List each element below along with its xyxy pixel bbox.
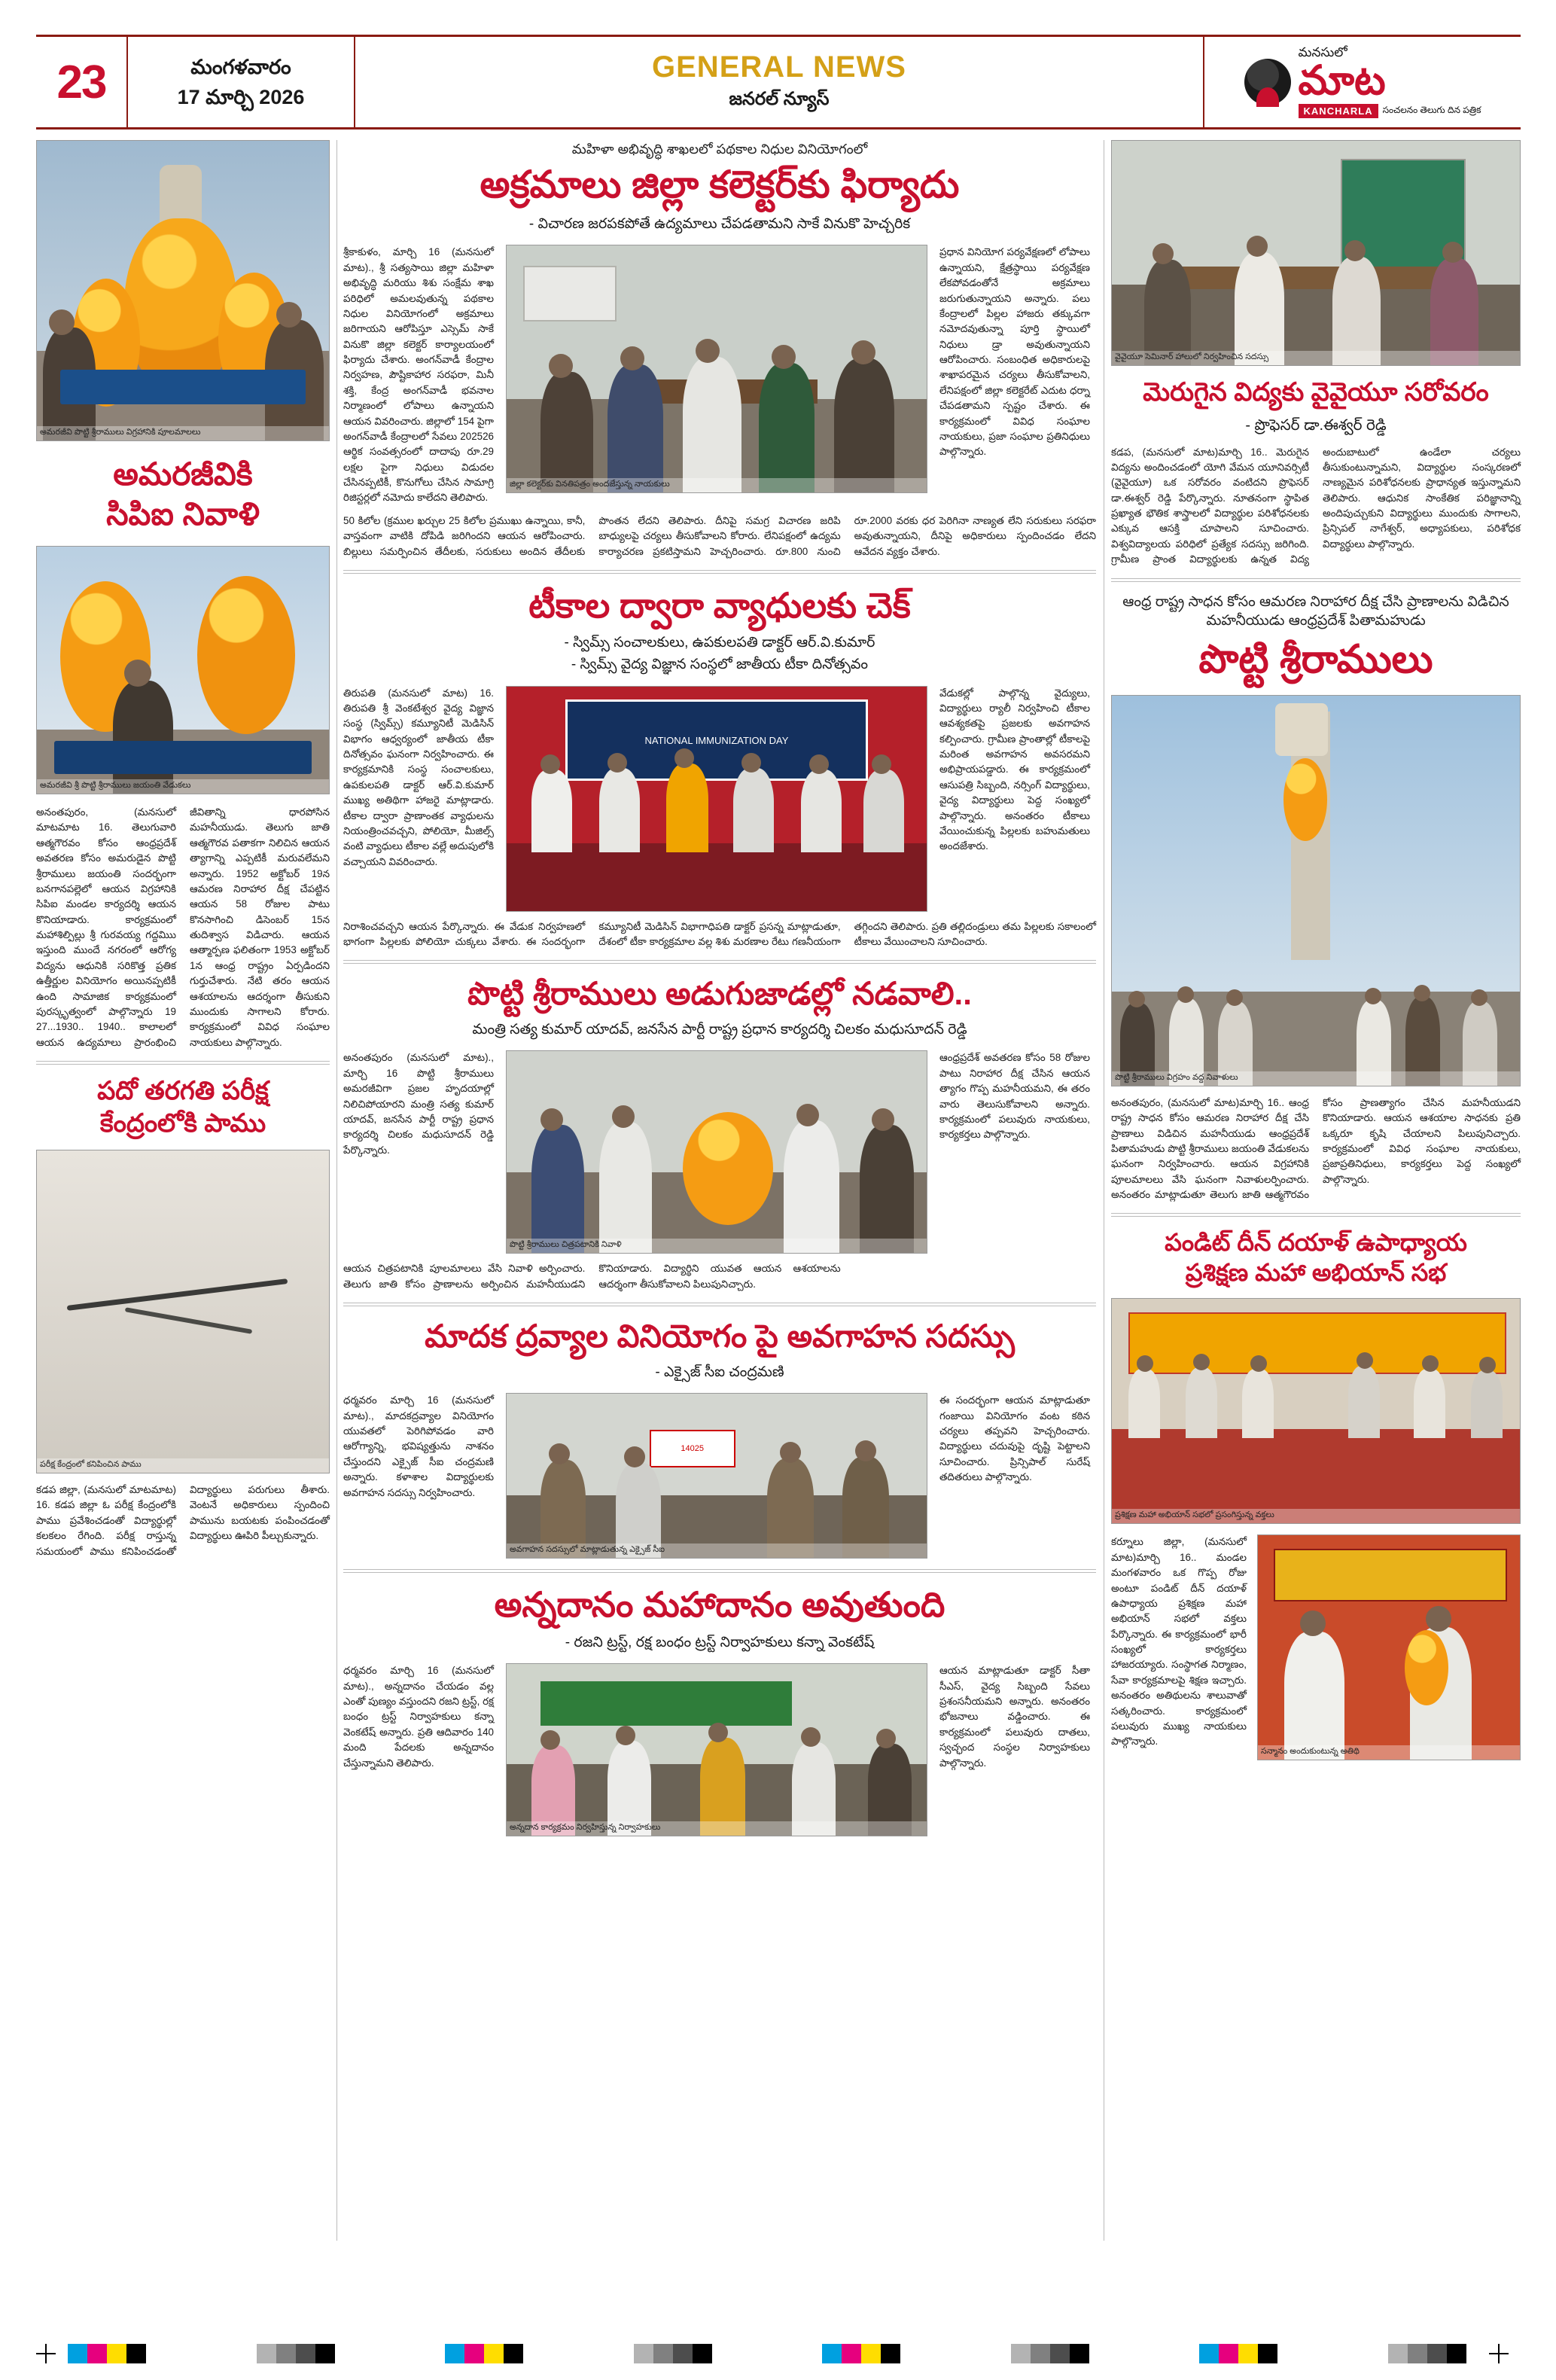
color-swatch (296, 2344, 315, 2363)
date: 17 మార్చి 2026 (177, 86, 305, 108)
photo-caption: జిల్లా కలెక్టర్‌కు వినతిపత్రం అందజేస్తున్న నాయకులు (507, 478, 927, 492)
color-swatch (861, 2344, 881, 2363)
page-number: 23 (56, 56, 106, 108)
color-swatch-group (1011, 2344, 1089, 2363)
color-swatch (1408, 2344, 1427, 2363)
photo-caption: వైవైయూ సెమినార్ హాలులో నిర్వహించిన సదస్సు (1112, 351, 1520, 365)
middle-column (343, 140, 1096, 1836)
color-swatch (257, 2344, 276, 2363)
photo-caption: ప్రశిక్షణ మహా అభియాన్ సభలో ప్రసంగిస్తున్న వక్తలు (1112, 1509, 1520, 1523)
photo-excise-meeting: 14025 అవగాహన సదస్సులో మాట్లాడుతున్న ఎక్సైజ్ సీఐ (506, 1393, 927, 1559)
color-swatch (673, 2344, 693, 2363)
color-swatch (315, 2344, 335, 2363)
article-body-deendayal: కర్నూలు జిల్లా, (మనసులో మాట)మార్చి 16.. మండల మంగళవారం ఒక గొప్ప రోజు అంటూ పండిట్ దీన్ దయాళ్ ఉపాధ్యాయ ప్రశిక్షణ మహా అభియాన్ సభలో వక్తలు పేర్కొన్నారు. ఈ కార్యక్రమంలో భారీ సంఖ్యలో కార్యకర్తలు హాజరయ్యారు. సంస్థాగత నిర్మాణం, సేవా కార్యక్రమాలపై శిక్షణ ఇచ్చారు. అనంతరం అతిథులను శాలువాతో సత్కరించారు. కార్యక్రమంలో పలువురు ముఖ్య నాయకులు పాల్గొన్నారు. (1111, 1536, 1247, 1748)
color-swatch-group (634, 2344, 712, 2363)
color-swatch-group (68, 2344, 146, 2363)
masthead (36, 35, 1521, 130)
article-col-1: శ్రీకాకుళం, మార్చి 16 (మనసులో మాట)., శ్రీ సత్యసాయి జిల్లా మహిళా అభివృద్ధి మరియు శిశు సంక్షేమ శాఖ పరిధిలో అమలవుతున్న పథకాల నిధుల వినియోగంలో అక్రమాలు జరిగాయని ఆరోపిస్తూ ఎస్సెమ్ సాకే వినుకొ జిల్లా కలెక్టర్ కార్యాలయంలో ఫిర్యాదు చేశారు. అంగన్‌వాడీ కేంద్రాల నిర్వహణ, పౌష్టికాహార సరఫరా, మినీ శక్తి, కేంద్ర అంగన్‌వాడీ భవనాల నిర్మాణంలో లోపాలు ఉన్నాయని ఆయన వివరించారు. జిల్లాలో 154 పైగా అంగన్‌వాడీ కేంద్రాలలో సేవలు 202526 ఆర్థిక సంవత్సరంలో దాదాపు రూ.29 లక్షల పైగా నిధులు విడుదల చేసినప్పటికీ, కొనుగోలు చేసిన సామాగ్రి రిజిస్టర్లలో నమోదు కాలేదని తెలిపారు. (343, 246, 494, 504)
logo-badge: KANCHARLA (1299, 104, 1378, 118)
color-swatch (68, 2344, 87, 2363)
photo-caption: అవగాహన సదస్సులో మాట్లాడుతున్న ఎక్సైజ్ సీఐ (507, 1543, 927, 1558)
article-col-3: ప్రధాన వినియోగ పర్యవేక్షణలో లోపాలు ఉన్నాయని, క్షేత్రస్థాయి పర్యవేక్షణ లేకపోవడంతోనే అక్రమాలు జరుగుతున్నాయని అన్నారు. పలు కేంద్రాలలో పిల్లల హాజరు తక్కువగా నమోదవుతున్నా పూర్తి స్థాయిలో నిధులు డ్రా అవుతున్నాయని ఆరోపించారు. సంబంధిత అధికారులపై శాఖాపరమైన చర్యలు తీసుకోవాలని, లేనిపక్షంలో జిల్లా కలెక్టరేట్ ఎదుట ధర్నా చేపడతామని స్పష్టం చేశారు. ఈ కార్యక్రమంలో వివిధ సంఘాల నాయకులు, ప్రజా సంఘాల ప్రతినిధులు పాల్గొన్నారు. (939, 246, 1090, 458)
color-swatch (107, 2344, 126, 2363)
weekday: మంగళవారం (190, 55, 291, 78)
photo-caption: అమరజీవి శ్రీ పొట్టి శ్రీరాములు జయంతి వేడుకలు (37, 779, 329, 794)
photo-snake (36, 1150, 330, 1473)
color-swatch (842, 2344, 861, 2363)
article-col-1: తిరుపతి (మనసులో మాట) 16. తిరుపతి శ్రీ వెంకటేశ్వర వైద్య విజ్ఞాన సంస్థ (స్విమ్స్) కమ్యూనిటీ మెడిసిన్ విభాగం ఆధ్వర్యంలో జాతీయ టీకా దినోత్సవం ఘనంగా నిర్వహించారు. ఈ కార్యక్రమానికి సంస్థ సంచాలకులు, ఉపకులపతి డాక్టర్ ఆర్.వి.కుమార్ ముఖ్య అతిథిగా హాజరై మాట్లాడారు. టీకాల ద్వారా ప్రాణాంతక వ్యాధులను నియంత్రించవచ్చని, పోలియో, మీజిల్స్ వంటి వ్యాధులు టీకాల వల్లే అదుపులోకి వచ్చాయని వివరించారు. (343, 687, 494, 867)
logo-face-icon (1244, 59, 1291, 105)
section-title (355, 37, 1204, 127)
left-column (36, 140, 330, 1559)
color-swatch (1011, 2344, 1031, 2363)
photo-potti-statue (1111, 695, 1521, 1086)
color-swatch (445, 2344, 464, 2363)
color-swatch (1070, 2344, 1089, 2363)
photo-caption: పొట్టి శ్రీరాములు విగ్రహం వద్ద నివాళులు (1112, 1071, 1520, 1086)
headline-cpi-tribute-l2: సిపిఐ నివాళి (106, 495, 260, 532)
photo-caption: పరీక్ష కేంద్రంలో కనిపించిన పాము (37, 1458, 329, 1473)
color-swatch (276, 2344, 296, 2363)
article-col-3: ఆంధ్రప్రదేశ్ అవతరణ కోసం 58 రోజుల పాటు నిరాహార దీక్ష చేసిన ఆయన త్యాగం గొప్ప మహనీయమని, ఈ తరం వారు తెలుసుకోవాలని అన్నారు. కార్యక్రమంలో పలువురు నాయకులు, కార్యకర్తలు పాల్గొన్నారు. (939, 1052, 1090, 1141)
color-swatch (1427, 2344, 1447, 2363)
photo-caption: అమరజీవి పొట్టి శ్రీరాములు విగ్రహానికి పూలమాలలు (37, 426, 329, 440)
article-col-3: వేడుకల్లో పాల్గొన్న వైద్యులు, విద్యార్థులు ర్యాలీ నిర్వహించి టీకాల ఆవశ్యకతపై ప్రజలకు అవగాహన కల్పించారు. గ్రామీణ ప్రాంతాల్లో టీకాలపై మరింత అవగాహన అవసరమని అభిప్రాయపడ్డారు. ఈ కార్యక్రమంలో ఆసుపత్రి సిబ్బంది, నర్సింగ్ విద్యార్థులు, వైద్య విద్యార్థులు పెద్ద సంఖ్యలో పాల్గొన్నారు. అనంతరం టీకాలు వేయించుకున్న పిల్లలకు బహుమతులు అందజేశారు. (939, 687, 1090, 852)
color-swatch (1388, 2344, 1408, 2363)
color-swatch-group (1199, 2344, 1277, 2363)
color-swatch-group (822, 2344, 900, 2363)
section-title-en: GENERAL NEWS (652, 50, 906, 84)
photo-amarajeevi-garland-2 (36, 546, 330, 794)
subhead-vaccination-1: - స్విమ్స్ సంచాలకులు, ఉపకులపతి డాక్టర్ ఆర్.వి.కుమార్ (564, 635, 875, 651)
color-swatch-group (445, 2344, 523, 2363)
color-swatch (1050, 2344, 1070, 2363)
photo-yvu-seminar (1111, 140, 1521, 366)
color-swatch (693, 2344, 712, 2363)
color-swatch (1199, 2344, 1219, 2363)
headline-collector-complaint: అక్రమాలు జిల్లా కలెక్టర్‌కు ఫిర్యాదు (480, 163, 960, 206)
headline-snake-exam-l2: కేంద్రంలోకి పాము (99, 1108, 266, 1138)
banner-text: NATIONAL IMMUNIZATION DAY (644, 734, 789, 746)
headline-cpi-tribute-l1: అమరజీవికి (113, 456, 253, 492)
article-body-snake: కడప జిల్లా, (మనసులో మాటమాట) 16. కడప జిల్లా ఓ పరీక్ష కేంద్రంలోకి పాము ప్రవేశించడంతో విద్యార్థుల్లో కలకలం రేగింది. పరీక్ష రాస్తున్న సమయంలో పాము కనిపించడంతో విద్యార్థులు పరుగులు తీశారు. వెంటనే అధికారులు స్పందించి పామును బయటకు పంపించడంతో విద్యార్థులు ఊపిరి పీల్చుకున్నారు. (36, 1484, 330, 1557)
subhead-potti-sriramulu-path: మంత్రి సత్య కుమార్ యాదవ్, జనసేన పార్టీ రాష్ట్ర ప్రధాన కార్యదర్శి చిలకం మధుసూదన్ రెడ్డి (472, 1021, 967, 1038)
publication-logo (1204, 37, 1521, 127)
color-swatch (634, 2344, 653, 2363)
headline-snake-exam-l1: పదో తరగతి పరీక్ష (97, 1077, 269, 1105)
headline-annadanam: అన్నదానం మహాదానం అవుతుంది (494, 1585, 945, 1625)
article-col-3: ఈ సందర్భంగా ఆయన మాట్లాడుతూ గంజాయి వినియోగం వంట కఠిన చర్యలు తప్పవని హెచ్చరించారు. విద్యార్థులు చదువుపై దృష్టి పెట్టాలని సూచించారు. ప్రిన్సిపాల్ సురేష్ తదితరులు పాల్గొన్నారు. (939, 1394, 1090, 1483)
photo-caption: పొట్టి శ్రీరాములు చిత్రపటానికి నివాళి (507, 1239, 927, 1253)
headline-deendayal-l1: పండిట్ దీన్ దయాళ్ ఉపాధ్యాయ (1165, 1229, 1467, 1257)
color-swatch (504, 2344, 523, 2363)
photo-amarajeevi-garland-1 (36, 140, 330, 441)
color-swatch (822, 2344, 842, 2363)
color-swatch (1031, 2344, 1050, 2363)
article-col-1: అనంతపురం (మనసులో మాట)., మార్చి 16 పొట్టి శ్రీరాములు అమరజీవిగా ప్రజల హృదయాల్లో నిలిచిపోయారని మంత్రి సత్య కుమార్ యాదవ్, జనసేన పార్టీ రాష్ట్ర ప్రధాన కార్యదర్శి చిలకం మధుసూదన్ రెడ్డి పేర్కొన్నారు. (343, 1052, 494, 1156)
color-swatch (1258, 2344, 1277, 2363)
article-body-cpi: అనంతపురం, (మనసులో మాటమాట 16. తెలుగువారి ఆత్మగౌరవం కోసం ఆంధ్రప్రదేశ్ అవతరణ కోసం అమరుడైన పొట్టి శ్రీరాములు జయంతి సందర్భంగా బనగానపల్లెలో ఆయన విగ్రహానికి సిపిఐ మండల కార్యదర్శి ఆయన కొనియాడారు. కార్యక్రమంలో మహాశిల్పిల్లు శ్రీ గురవయ్య గద్దమిుు ఇస్తుంది ముందే నగరంలో ఆరోగ్య విద్యను ఆధునికి సరికొత్త ప్రతిక ఉత్తీర్ణుల వినియోగం అయినప్పటికీ ఉంది సామాజిక కార్యక్రమంలో పురస్కృత్వంలో పాల్గొన్నారు 19 27...1930.. 1940.. కాలాలలో ఆయన ఉద్యమాలు ప్రారంభించి జీవితాన్ని ధారపోసిన మహనీయుడు. తెలుగు జాతి ఆత్మగౌరవ పతాకగా నిలిచిన ఆయన త్యాగాన్ని ఎప్పటికీ మరువలేమని అన్నారు. 1952 అక్టోబర్ 19న ఆమరణ నిరాహార దీక్ష చేపట్టిన ఆయన 58 రోజుల పాటు కొనసాగించి డిసెంబర్ 15న తుదిశ్వాస విడిచారు. ఆయన ఆత్మార్పణ ఫలితంగా 1953 అక్టోబర్ 1న ఆంధ్ర రాష్ట్రం ఏర్పడిందని గుర్తుచేశారు. నేటి తరం ఆయన ఆశయాలను ఆదర్శంగా తీసుకుని ముందుకు సాగాలని కోరారు. కార్యక్రమంలో వివిధ సంఘాల నాయకులు పాల్గొన్నారు. (36, 806, 330, 1048)
article-body-yvu: కడప, (మనసులో మాట)మార్చి 16.. మెరుగైన విద్యను అందించడంలో యోగి వేమన యూనివర్సిటీ (వైవైయూ) ఒక సరోవరం వంటిదని ప్రొఫెసర్ డా.ఈశ్వర్ రెడ్డి పేర్కొన్నారు. నూతనంగా స్థాపిత ప్రఖ్యాత భౌతిక శాస్త్రాలలో విద్యార్థుల పరిశోధనలకు ఎక్కువ ఆసక్తి చూపాలని సూచించారు. విశ్వవిద్యాలయ పరిధిలో ప్రత్యేక సదస్సు జరిగింది. గ్రామీణ ప్రాంత విద్యార్థులకు ఉన్నత విద్య అందుబాటులో ఉండేలా చర్యలు తీసుకుంటున్నామని, విద్యార్థుల సంస్కరణలో నాణ్యమైన పరిశోధనలకు ప్రాధాన్యత ఇస్తున్నామని తెలిపారు. ఆధునిక సాంకేతిక పరిజ్ఞానాన్ని అందిపుచ్చుకుని విద్యార్థులు ముందుకు సాగాలని, ప్రిన్సిపల్ నాగేశ్వర్, అధ్యాపకులు, పరిశోధక విద్యార్థులు పాల్గొన్నారు. (1111, 446, 1521, 565)
article-col-2: నిరాశించవచ్చని ఆయన పేర్కొన్నారు. ఈ వేడుక నిర్వహణలో భాగంగా పిల్లలకు పోలియో చుక్కలు వేశారు. ఈ సందర్భంగా కమ్యూనిటీ మెడిసిన్ విభాగాధిపతి డాక్టర్ ప్రసన్న మాట్లాడుతూ, దేశంలో టీకా కార్యక్రమాల వల్ల శిశు మరణాల రేటు గణనీయంగా తగ్గిందని తెలిపారు. ప్రతి తల్లిదండ్రులు తమ పిల్లలకు సకాలంలో టీకాలు వేయించాలని సూచించారు. (343, 920, 1096, 947)
section-title-te: జనరల్ న్యూస్ (729, 89, 830, 109)
color-swatch-group (257, 2344, 335, 2363)
photo-collector-meeting (506, 245, 927, 493)
photo-garland-tribute (506, 1050, 927, 1254)
article-col-2: ఆయన చిత్రపటానికి పూలమాలలు వేసి నివాళి అర్పించారు. తెలుగు జాతి కోసం ప్రాణాలను అర్పించిన మహనీయుడని కొనియాడారు. విద్యార్థిని యువత ఆయన ఆశయాలను ఆదర్శంగా తీసుకోవాలని పిలుపునిచ్చారు. (343, 1263, 841, 1290)
subhead-annadanam: - రజని ట్రస్ట్, రక్ష బంధం ట్రస్ట్ నిర్వాహకులు కన్నా వెంకటేష్ (565, 1634, 875, 1650)
print-registration-colorbar (36, 2344, 1521, 2363)
right-column (1111, 140, 1521, 1760)
color-swatch (653, 2344, 673, 2363)
photo-annadanam (506, 1663, 927, 1836)
kicker-potti-sriramulu: ఆంధ్ర రాష్ట్ర సాధన కోసం ఆమరణ నిరాహార దీక్ష చేసి ప్రాణాలను విడిచిన మహనీయుడు ఆంధ్రప్రదేశ్ పితామహుడు (1122, 593, 1509, 629)
date-block (126, 37, 355, 127)
article-col-2: 50 కిలోల (క్రముల ఖర్చుల 25 కిలోల ప్రముఖు ఉన్నాయి, కానీ, వాస్తవంగా వాటికి దోపిడి జరిగిందని ఆయన ఆరోపించారు. బిల్లులు సమర్పించిన తేదీలకు, సరుకులు అందిన తేదీలకు పొంతన లేదని తెలిపారు. దీనిపై సమగ్ర విచారణ జరిపి బాధ్యులపై చర్యలు తీసుకోవాలని కోరారు. లేనిపక్షంలో ఉద్యమ కార్యాచరణ ప్రకటిస్తామని హెచ్చరించారు. రూ.800 నుంచి రూ.2000 వరకు ధర పెరిగినా నాణ్యత లేని సరుకులు సరఫరా అవుతున్నాయని, దీనిపై అధికారులు స్పందించడం లేదని ఆవేదన వ్యక్తం చేశారు. (343, 514, 1096, 557)
photo-deendayal-sabha (1111, 1298, 1521, 1524)
photo-felicitation (1257, 1534, 1521, 1760)
color-swatch (1238, 2344, 1258, 2363)
headline-drug-awareness: మాదక ద్రవ్యాల వినియోగం పై అవగాహన సదస్సు (425, 1318, 1015, 1355)
logo-tagline: సంచలనం తెలుగు దిన పత్రిక (1382, 105, 1481, 115)
headline-yvu: మెరుగైన విద్యకు వైవైయూ సరోవరం (1143, 378, 1489, 407)
headline-deendayal-l2: ప్రశిక్షణ మహా అభియాన్ సభ (1185, 1259, 1447, 1287)
color-swatch (87, 2344, 107, 2363)
registration-mark-icon (36, 2344, 56, 2363)
article-col-1: ధర్మవరం మార్చి 16 (మనసులో మాట)., మాదకద్రవ్యాల వినియోగం యువతలో పెరిగిపోవడం వారి ఆరోగ్యాన్ని, భవిష్యత్తును నాశనం చేస్తుందని ఎక్సైజ్ సీఐ చంద్రమణి అన్నారు. కళాశాల విద్యార్థులకు అవగాహన సదస్సు నిర్వహించారు. (343, 1394, 494, 1498)
headline-potti-sriramulu: పొట్టి శ్రీరాములు (1198, 637, 1433, 681)
column-divider (336, 140, 337, 2241)
registration-mark-icon (1489, 2344, 1509, 2363)
photo-immunization-day (506, 686, 927, 912)
article-body-potti: అనంతపురం, (మనసులో మాట)మార్చి 16.. ఆంధ్ర రాష్ట్ర సాధన కోసం ఆమరణ నిరాహార దీక్ష చేసి ప్రాణాలు విడిచిన మహనీయుడు ఆంధ్రప్రదేశ్ పితామహుడు పొట్టి శ్రీరాములు జయంతి వేడుకలను ఘనంగా నిర్వహించారు. ఆయన విగ్రహానికి పూలమాలలు వేసి ఘనంగా నివాళులర్పించారు. అనంతరం మాట్లాడుతూ తెలుగు జాతి ఆత్మగౌరవం కోసం ప్రాణత్యాగం చేసిన మహనీయుడని కొనియాడారు. ఆయన ఆశయాల సాధనకు ప్రతి ఒక్కరూ కృషి చేయాలని పిలుపునిచ్చారు. కార్యక్రమంలో వివిధ సంఘాల నాయకులు, ప్రజాప్రతినిధులు, కార్యకర్తలు పెద్ద సంఖ్యలో పాల్గొన్నారు. (1111, 1096, 1521, 1201)
color-swatch-group (1388, 2344, 1466, 2363)
logo-small-text: మనసులో (1298, 45, 1347, 59)
subhead-yvu: - ప్రొఫెసర్ డా.ఈశ్వర్ రెడ్డి (1245, 416, 1387, 434)
subhead-collector-complaint: - విచారణ జరపకపోతే ఉద్యమాలు చేపడతామని సాకే వినుకొ హెచ్చరిక (528, 215, 911, 232)
photo-caption: సన్మానం అందుకుంటున్న అతిథి (1258, 1745, 1520, 1760)
photo-caption: అన్నదాన కార్యక్రమం నిర్వహిస్తున్న నిర్వాహకులు (507, 1821, 927, 1836)
color-swatch (126, 2344, 146, 2363)
page-content (36, 140, 1521, 2271)
color-swatch (464, 2344, 484, 2363)
subhead-drug-awareness: - ఎక్సైజ్ సీఐ చంద్రమణి (655, 1364, 784, 1380)
logo-main-text: మాట (1298, 58, 1386, 103)
headline-potti-sriramulu-path: పొట్టి శ్రీరాములు అడుగుజాడల్లో నడవాలి.. (467, 976, 972, 1012)
kicker-women-dev: మహిళా అభివృద్ధి శాఖలలో పథకాల నిధుల వినియోగంలో (571, 142, 868, 157)
color-swatch (881, 2344, 900, 2363)
color-swatch (1447, 2344, 1466, 2363)
article-col-1: ధర్మవరం మార్చి 16 (మనసులో మాట)., అన్నదానం చేయడం వల్ల ఎంతో పుణ్యం వస్తుందని రజని ట్రస్ట్, రక్ష బంధం ట్రస్ట్ నిర్వాహకులు కన్నా వెంకటేష్ అన్నారు. ప్రతి ఆదివారం 140 మంది పేదలకు అన్నదానం చేస్తున్నామని తెలిపారు. (343, 1665, 494, 1769)
color-swatch (1219, 2344, 1238, 2363)
color-swatch (484, 2344, 504, 2363)
article-col-3: ఆయన మాట్లాడుతూ డాక్టర్ సీతా సీఎస్, వైద్య సిబ్బంది సేవలు ప్రశంసనీయమని అన్నారు. అనంతరం భోజనాలు వడ్డించారు. ఈ కార్యక్రమంలో పలువురు దాతలు, స్వచ్ఛంద సంస్థల నిర్వాహకులు పాల్గొన్నారు. (939, 1665, 1090, 1769)
headline-vaccination: టీకాల ద్వారా వ్యాధులకు చెక్ (528, 585, 911, 625)
subhead-vaccination-2: - స్విమ్స్ వైద్య విజ్ఞాన సంస్థలో జాతీయ టీకా దినోత్సవం (571, 656, 869, 672)
